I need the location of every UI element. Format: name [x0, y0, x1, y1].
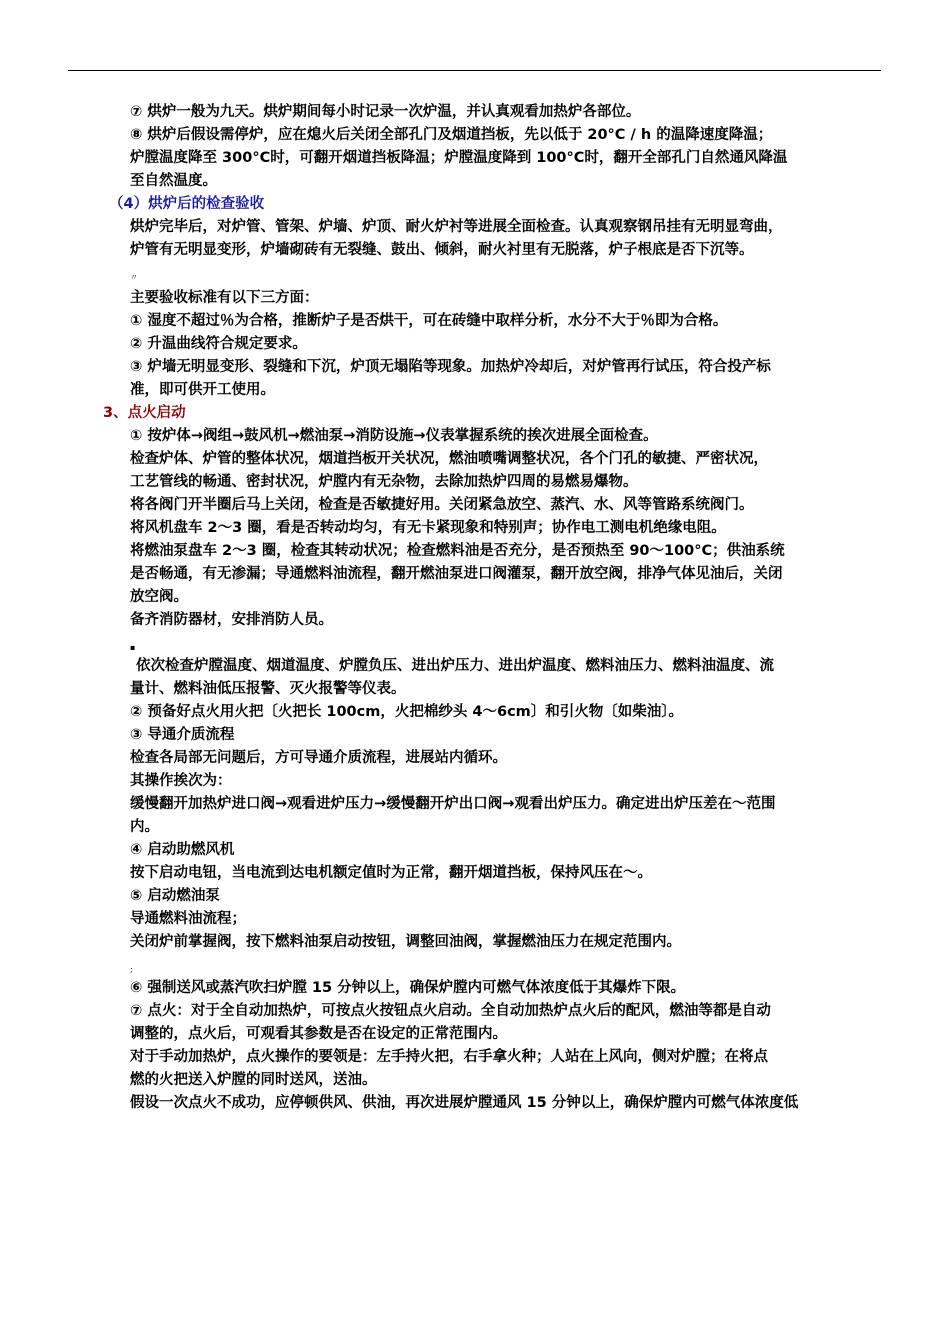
text-line: ② 预备好点火用火把〔火把长 100cm，火把棉纱头 4～6cm〕和引火物〔如柴油〕。: [130, 704, 684, 720]
text-line: 将各阀门开半圈后马上关闭，检查是否敏捷好用。关闭紧急放空、蒸汽、水、风等管路系统阀门。: [130, 497, 754, 513]
text-line: ④ 启动助燃风机: [130, 842, 235, 858]
stray-mark: ;: [130, 965, 133, 974]
text-line: 将风机盘车 2～3 圈，看是否转动均匀，有无卡紧现象和特别声；协作电工测电机绝缘电阻。: [130, 520, 726, 536]
stray-mark: ▪: [130, 643, 136, 652]
text-line: 是否畅通，有无渗漏；导通燃料油流程，翻开燃油泵进口阀灌泵，翻开放空阀，排净气体见油后，关闭: [130, 566, 783, 582]
text-line: 假设一次点火不成功，应停顿供风、供油，再次进展炉膛通风 15 分钟以上，确保炉膛内可燃气体浓度低: [130, 1095, 799, 1111]
text-line: 检查炉体、炉管的整体状况，烟道挡板开关状况，燃油喷嘴调整状况，各个门孔的敏捷、严密状况，: [130, 451, 768, 467]
text-line: ① 湿度不超过％为合格，推断炉子是否烘干，可在砖缝中取样分析，水分不大于％即为合格。: [130, 313, 728, 329]
text-line: ③ 导通介质流程: [130, 727, 235, 743]
stray-mark: 〃: [130, 273, 138, 282]
text-line: 炉管有无明显变形，炉墙砌砖有无裂缝、鼓出、倾斜，耐火衬里有无脱落，炉子根底是否下沉等。: [130, 242, 754, 258]
text-line: 调整的，点火后，可观看其参数是否在设定的正常范围内。: [130, 1026, 507, 1042]
text-line: 按下启动电钮，当电流到达电机额定值时为正常，翻开烟道挡板，保持风压在～。: [130, 865, 652, 881]
text-line: 对于手动加热炉，点火操作的要领是：左手持火把，右手拿火种；人站在上风向，侧对炉膛；在将点: [130, 1049, 768, 1065]
text-line: 关闭炉前掌握阀，按下燃料油泵启动按钮，调整回油阀，掌握燃油压力在规定范围内。: [130, 934, 681, 950]
text-line: ① 按炉体→阀组→鼓风机→燃油泵→消防设施→仪表掌握系统的挨次进展全面检查。: [130, 428, 658, 444]
text-line: 其操作挨次为：: [130, 773, 232, 789]
section-heading: （4）烘炉后的检查验收: [109, 196, 265, 212]
text-line: 将燃油泵盘车 2～3 圈，检查其转动状况；检查燃料油是否充分，是否预热至 90～100°C；供油系统: [130, 543, 785, 559]
text-line: 备齐消防器材，安排消防人员。: [130, 612, 333, 628]
text-line: 工艺管线的畅通、密封状况，炉膛内有无杂物，去除加热炉四周的易燃易爆物。: [130, 474, 638, 490]
text-line: 至自然温度。: [130, 173, 217, 189]
text-line: 内。: [130, 819, 159, 835]
text-line: 检查各局部无问题后，方可导通介质流程，进展站内循环。: [130, 750, 507, 766]
header-rule: [68, 70, 881, 71]
text-line: ⑥ 强制送风或蒸汽吹扫炉膛 15 分钟以上，确保炉膛内可燃气体浓度低于其爆炸下限。: [130, 980, 686, 996]
text-line: ⑦ 点火：对于全自动加热炉，可按点火按钮点火启动。全自动加热炉点火后的配风，燃油等都是自动: [130, 1003, 771, 1019]
text-line: ③ 炉墙无明显变形、裂缝和下沉，炉顶无塌陷等现象。加热炉冷却后，对炉管再行试压，符合投产标: [130, 359, 771, 375]
text-line: 燃的火把送入炉膛的同时送风，送油。: [130, 1072, 377, 1088]
text-line: ⑤ 启动燃油泵: [130, 888, 220, 904]
text-line: 依次检查炉膛温度、烟道温度、炉膛负压、进出炉压力、进出炉温度、燃料油压力、燃料油温度、流: [136, 658, 774, 674]
text-line: 主要验收标准有以下三方面：: [130, 290, 319, 306]
text-line: ② 升温曲线符合规定要求。: [130, 336, 307, 352]
section-heading: 3、点火启动: [103, 405, 186, 421]
text-line: 准，即可供开工使用。: [130, 382, 275, 398]
text-line: ⑦ 烘炉一般为九天。烘炉期间每小时记录一次炉温，并认真观看加热炉各部位。: [130, 104, 641, 120]
text-line: ⑧ 烘炉后假设需停炉，应在熄火后关闭全部孔门及烟道挡板，先以低于 20°C / h 的温降速度降温；: [130, 127, 773, 143]
text-line: 量计、燃料油低压报警、灭火报警等仪表。: [130, 681, 406, 697]
text-line: 炉膛温度降至 300°C时，可翻开烟道挡板降温；炉膛温度降到 100°C时，翻开全部孔门自然通风降温: [130, 150, 788, 166]
text-line: 放空阀。: [130, 589, 188, 605]
text-line: 缓慢翻开加热炉进口阀→观看进炉压力→缓慢翻开炉出口阀→观看出炉压力。确定进出炉压差在～范围: [130, 796, 776, 812]
text-line: 导通燃料油流程；: [130, 911, 246, 927]
text-line: 烘炉完毕后，对炉管、管架、炉墙、炉顶、耐火炉衬等进展全面检查。认真观察钢吊挂有无明显弯曲，: [130, 219, 783, 235]
